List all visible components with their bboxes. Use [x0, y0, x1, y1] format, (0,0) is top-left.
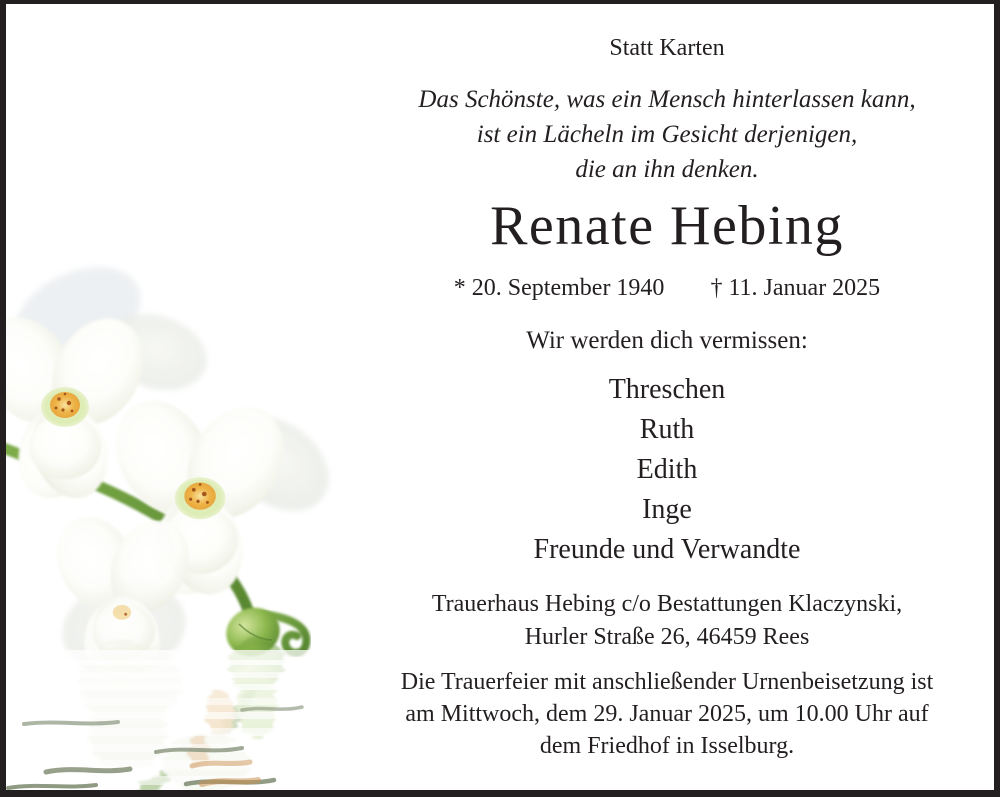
mourner-name: Ruth [639, 414, 695, 445]
funeral-details [337, 666, 997, 762]
birth-date: * 20. September 1940 [453, 275, 665, 301]
deceased-name: Renate Hebing [490, 195, 844, 257]
funeral-home-address [337, 588, 997, 654]
mourner-name: Freunde und Verwandte [533, 534, 801, 565]
mourner-name: Edith [636, 454, 698, 485]
death-date: † 11. Januar 2025 [710, 275, 881, 301]
orchid-photo [6, 232, 372, 790]
water-reflection [6, 642, 372, 790]
memorial-quote [337, 82, 997, 187]
funeral-line-3: dem Friedhof in Isselburg. [539, 733, 795, 759]
mourner-name: Threschen [608, 374, 726, 405]
quote-line-1: Das Schönste, was ein Mensch hinterlassen kann, [418, 86, 916, 113]
missing-line: Wir werden dich vermissen: [526, 327, 808, 354]
life-dates [337, 274, 997, 302]
mourner-name: Inge [642, 494, 692, 525]
quote-line-2: ist ein Lächeln im Gesicht derjenigen, [476, 121, 858, 148]
address-line-1: Trauerhaus Hebing c/o Bestattungen Klaczynski, [431, 591, 903, 617]
quote-line-3: die an ihn denken. [575, 156, 759, 183]
funeral-line-1: Die Trauerfeier mit anschließender Urnenbeisetzung ist [400, 669, 934, 695]
preheader: Statt Karten [609, 35, 725, 61]
mourners-list [337, 370, 997, 570]
address-line-2: Hurler Straße 26, 46459 Rees [524, 624, 810, 650]
funeral-line-2: am Mittwoch, dem 29. Januar 2025, um 10.00 Uhr auf [405, 701, 929, 727]
